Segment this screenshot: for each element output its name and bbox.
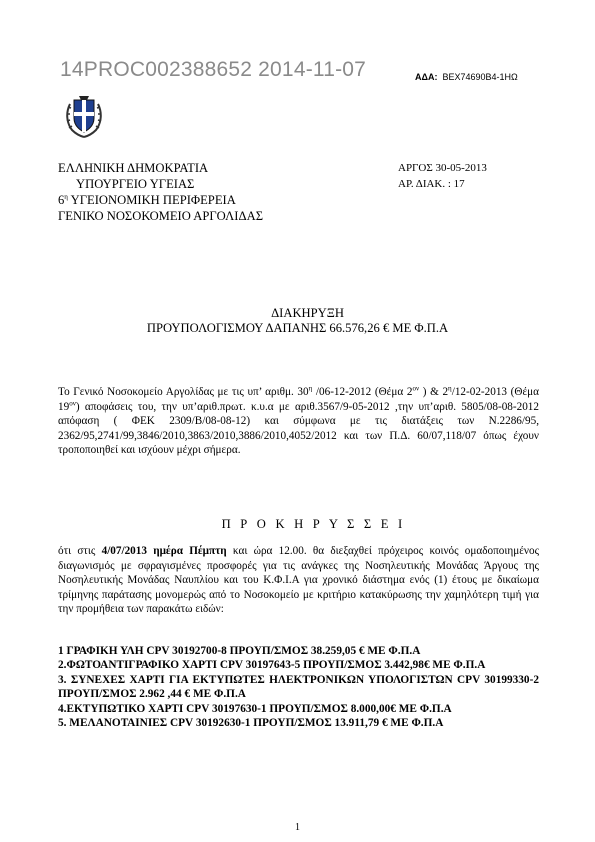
intro-sup-d: ον — [69, 398, 76, 407]
intro-sup-a: η — [308, 384, 313, 393]
title-line-1: ΔΙΑΚΗΡΥΞΗ — [271, 306, 344, 320]
sender-country: ΕΛΛΗΝΙΚΗ ΔΗΜΟΚΡΑΤΙΑ — [58, 161, 209, 175]
sender-region-number: 6 — [58, 193, 65, 207]
intro-sup-b: ον — [412, 384, 420, 393]
ada-value: ΒΕΧ74690Β4-1ΗΩ — [442, 72, 518, 82]
items-list — [58, 644, 539, 730]
intro-text-c: ) & 2 — [419, 386, 449, 398]
announcement-paragraph — [58, 544, 539, 617]
list-item: 4.ΕΚΤΥΠΩΤΙΚΟ ΧΑΡΤΙ CPV 30197630-1 ΠΡΟΥΠ/ΣΜΟΣ 8.000,00€ ΜΕ Φ.Π.Α — [58, 702, 452, 715]
intro-paragraph — [58, 385, 539, 458]
announcement-date: 4/07/2013 ημέρα Πέμπτη — [101, 545, 227, 557]
proclamation-heading: Π Ρ Ο Κ Η Ρ Υ Σ Σ Ε Ι — [221, 517, 406, 531]
ada-code — [415, 72, 518, 82]
document-meta — [398, 160, 487, 192]
announcement-text: και ώρα 12.00. θα διεξαχθεί πρόχειρος κοινός ομαδοποιημένος διαγωνισμός με σφραγισμένες προσφορές για τις ανάγκες της Νοσηλευτικής Μονάδας Άργους της Νοσηλευτικής Μονάδας Ναυπλίου και του Κ.Φ.Ι.Α για χρονικό διάστημα ενός (1) έτους με δικαίωμα τρίμηνης παράτασης μονομερώς από το Νοσοκομείο με κριτήριο κατακύρωσης την χαμηλότερη τιμή για την προμήθεια των παρακάτω ειδών: — [58, 545, 539, 616]
intro-text-e: ) αποφάσεις του, την υπ’αριθ.πρωτ. κ.υ.α με αριθ.3567/9-05-2012 ,την υπ’αριθ. 5805/08-08-2012 απόφαση ( ΦΕΚ 2309/Β/08-08-12) και σύμφωνα με τις διατάξεις των Ν.2286/95, 2362/95,2741/99,3846/2010,3863/2010,3886/2010,4052/2012 και των Π.Δ. 60/07,118/07 όπως έχουν τροποποιηθεί και ισχύουν μέχρι σήμερα. — [58, 400, 539, 457]
list-item: 1 ΓΡΑΦΙΚΗ ΥΛΗ CPV 30192700-8 ΠΡΟΥΠ/ΣΜΟΣ 38.259,05 € ΜΕ Φ.Π.Α — [58, 645, 421, 657]
sender-region-suffix: η — [64, 192, 68, 201]
intro-text-a: Το Γενικό Νοσοκομείο Αργολίδας με τις υπ’ αριθμ. 30 — [58, 386, 309, 398]
ada-label: ΑΔΑ: — [415, 72, 438, 82]
sender-hospital: ΓΕΝΙΚΟ ΝΟΣΟΚΟΜΕΙΟ ΑΡΓΟΛΙΔΑΣ — [58, 209, 264, 223]
document-date: ΑΡΓΟΣ 30-05-2013 — [398, 162, 487, 174]
document-stamp: 14PROC002388652 2014-11-07 — [60, 58, 367, 81]
sender-ministry: ΥΠΟΥΡΓΕΙΟ ΥΓΕΙΑΣ — [76, 177, 195, 191]
intro-text-d: /12-02-2013 (Θέμα 19 — [58, 386, 540, 413]
title-line-2: ΠΡΟΥΠΟΛΟΓΙΣΜΟΥ ΔΑΠΑΝΗΣ 66.576,26 € ΜΕ Φ.Π.Α — [146, 321, 449, 335]
document-title — [0, 306, 595, 336]
announcement-prefix: ότι στις — [58, 545, 102, 557]
list-item: 3. ΣΥΝΕΧΕΣ ΧΑΡΤΙ ΓΙΑ ΕΚΤΥΠΩΤΕΣ ΗΛΕΚΤΡΟΝΙΚΩΝ ΥΠΟΛΟΓΙΣΤΩΝ CPV 30199330-2 ΠΡΟΥΠ/ΣΜΟΣ 2.962 ,44 € ΜΕ Φ.Π.Α — [58, 673, 539, 701]
sender-region — [58, 192, 263, 208]
intro-sup-c: η — [448, 384, 452, 393]
greek-emblem-icon — [62, 92, 106, 138]
declaration-number: ΑΡ. ΔΙΑΚ. : 17 — [398, 178, 465, 190]
intro-text-b: /06-12-2012 (Θέμα 2 — [312, 386, 413, 398]
sender-block — [58, 160, 263, 224]
list-item: 2.ΦΩΤΟΑΝΤΙΓΡΑΦΙΚΟ ΧΑΡΤΙ CPV 30197643-5 ΠΡΟΥΠ/ΣΜΟΣ 3.442,98€ ΜΕ Φ.Π.Α — [58, 659, 486, 672]
page-number: 1 — [295, 822, 300, 833]
sender-region-name: ΥΓΕΙΟΝΟΜΙΚΗ ΠΕΡΙΦΕΡΕΙΑ — [67, 193, 236, 207]
list-item: 5. ΜΕΛΑΝΟΤΑΙΝΙΕΣ CPV 30192630-1 ΠΡΟΥΠ/ΣΜΟΣ 13.911,79 € ΜΕ Φ.Π.Α — [58, 717, 444, 730]
